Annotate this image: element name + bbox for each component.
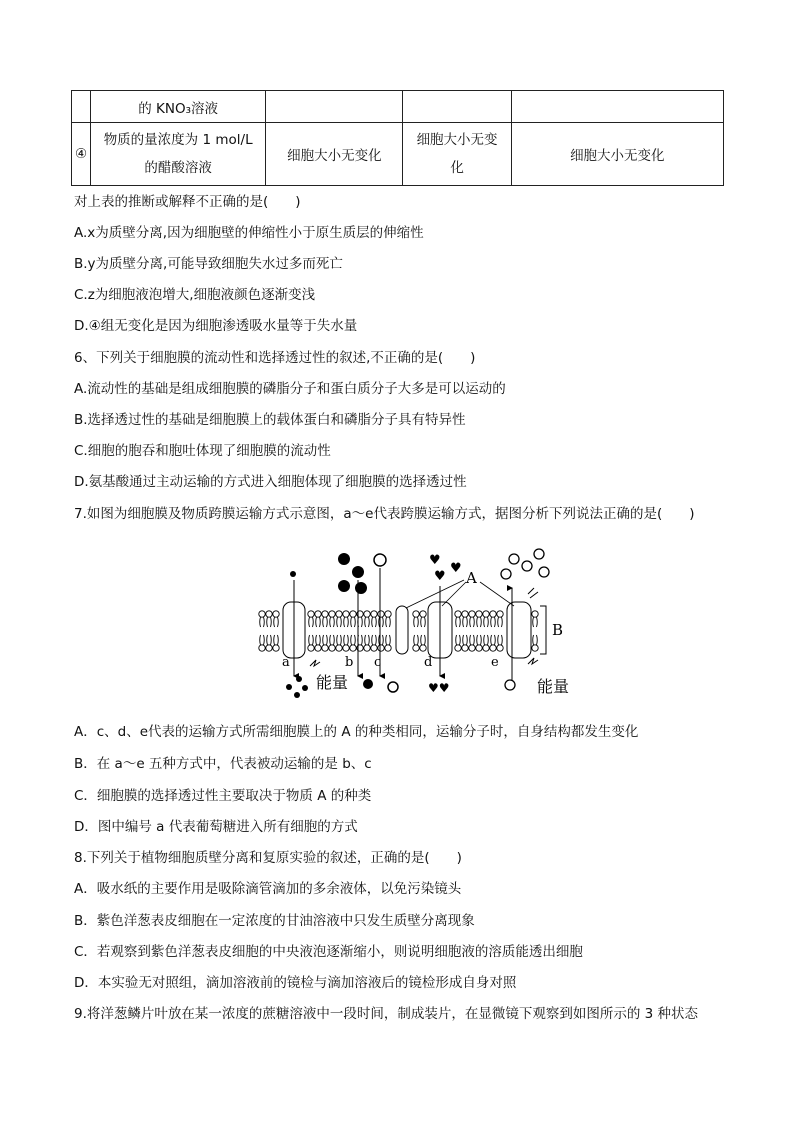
q6-option-b: B.选择透过性的基础是细胞膜上的载体蛋白和磷脂分子具有特异性 [74, 412, 466, 428]
molecule-large [338, 580, 350, 592]
energy-bolt-icon [528, 658, 538, 664]
molecule-open [534, 549, 544, 559]
q5-option-a: A.x为质壁分离,因为细胞壁的伸缩性小于原生质层的伸缩性 [74, 225, 424, 241]
heart-icon: ♥ [429, 553, 441, 568]
molecule-small [290, 571, 296, 577]
label-c: c [374, 655, 382, 670]
q8-option-b: B．紫色洋葱表皮细胞在一定浓度的甘油溶液中只发生质壁分离现象 [74, 913, 475, 929]
q8-option-c: C．若观察到紫色洋葱表皮细胞的中央液泡逐渐缩小，则说明细胞液的溶质能透出细胞 [74, 944, 583, 960]
cell-line: 的醋酸溶液 [144, 160, 212, 176]
molecule-open [522, 561, 532, 571]
membrane-transport-figure [252, 542, 574, 710]
molecule-open [505, 680, 515, 690]
q6-option-d: D.氨基酸通过主动运输的方式进入细胞体现了细胞膜的选择透过性 [74, 474, 467, 490]
molecule-small [286, 684, 292, 690]
molecule-small [296, 676, 302, 682]
q5-stem: 对上表的推断或解释不正确的是( ) [74, 194, 301, 210]
label-a-pointers [406, 580, 514, 608]
cell-line: 细胞大小无变 [416, 132, 498, 148]
molecule-large [355, 582, 367, 594]
q5-option-b: B.y为质壁分离,可能导致细胞失水过多而死亡 [74, 256, 343, 272]
bracket-b [540, 606, 546, 654]
q6-stem: 6、下列关于细胞膜的流动性和选择透过性的叙述,不正确的是( ) [74, 350, 476, 366]
heart-icon: ♥ [434, 569, 446, 584]
heart-icon: ♥♥ [428, 681, 450, 695]
table-cell: 的 KNO₃溶液 [91, 91, 266, 123]
q6-option-c: C.细胞的胞吞和胞吐体现了细胞膜的流动性 [74, 443, 331, 459]
label-a-protein: A [466, 569, 477, 587]
table-cell [72, 91, 91, 123]
label-b: B [552, 621, 564, 639]
q7-option-c: C．细胞膜的选择透过性主要取决于物质 A 的种类 [74, 788, 372, 804]
energy-bolt-icon [310, 660, 320, 666]
heart-icon: ♥ [450, 561, 462, 576]
label-b-path: b [345, 655, 354, 670]
molecule-small [294, 692, 300, 698]
molecule-large [338, 553, 350, 565]
q7-stem: 7.如图为细胞膜及物质跨膜运输方式示意图，a～e代表跨膜运输方式，据图分析下列说法正确的是( ) [74, 506, 695, 522]
molecule-open [501, 569, 511, 579]
q7-option-b: B．在 a～e 五种方式中，代表被动运输的是 b、c [74, 756, 372, 772]
q7-option-d: D．图中编号 a 代表葡萄糖进入所有细胞的方式 [74, 819, 358, 835]
q8-option-a: A．吸水纸的主要作用是吸除滴管滴加的多余液体，以免污染镜头 [74, 881, 462, 897]
q5-option-d: D.④组无变化是因为细胞渗透吸水量等于失水量 [74, 318, 358, 334]
cell-line: 物质的量浓度为 1 mol/L [103, 132, 253, 148]
table-cell: 细胞大小无变化 [511, 123, 723, 186]
membrane-proteins [283, 602, 531, 658]
q5-option-c: C.z为细胞液泡增大,细胞液颜色逐渐变浅 [74, 287, 316, 303]
experiment-table [71, 90, 724, 186]
energy-label-right: 能量 [537, 677, 570, 696]
carrier-protein-e [507, 602, 531, 658]
label-d: d [424, 655, 433, 670]
molecule-small [302, 685, 308, 691]
row-number: ④ [72, 123, 91, 186]
table-cell [403, 123, 511, 186]
q6-option-a: A.流动性的基础是组成细胞膜的磷脂分子和蛋白质分子大多是可以运动的 [74, 381, 506, 397]
energy-label-left: 能量 [316, 673, 349, 692]
receptor-icon [528, 588, 538, 598]
table-cell [511, 91, 723, 123]
molecule-open [374, 554, 386, 566]
q8-option-d: D．本实验无对照组，滴加溶液前的镜检与滴加溶液后的镜检形成自身对照 [74, 975, 517, 991]
q7-option-a: A．c、d、e代表的运输方式所需细胞膜上的 A 的种类相同，运输分子时，自身结构都发生变化 [74, 724, 639, 740]
label-a: a [282, 655, 290, 670]
q9-stem: 9.将洋葱鳞片叶放在某一浓度的蔗糖溶液中一段时间，制成装片，在显微镜下观察到如图所示的 3 种状态 [74, 1006, 699, 1022]
molecule-open [509, 554, 519, 564]
molecule-large [363, 679, 373, 689]
table-cell: 细胞大小无变化 [266, 123, 403, 186]
label-e: e [491, 655, 499, 670]
table-row [72, 123, 724, 186]
protein-middle [396, 606, 408, 654]
cell-line: 化 [450, 160, 464, 176]
molecule-large [352, 566, 364, 578]
q8-stem: 8.下列关于植物细胞质壁分离和复原实验的叙述，正确的是( ) [74, 850, 462, 866]
table-cell [91, 123, 266, 186]
table-row [72, 91, 724, 123]
table-cell [403, 91, 511, 123]
molecule-open [388, 682, 398, 692]
table-cell [266, 91, 403, 123]
molecule-open [539, 567, 549, 577]
